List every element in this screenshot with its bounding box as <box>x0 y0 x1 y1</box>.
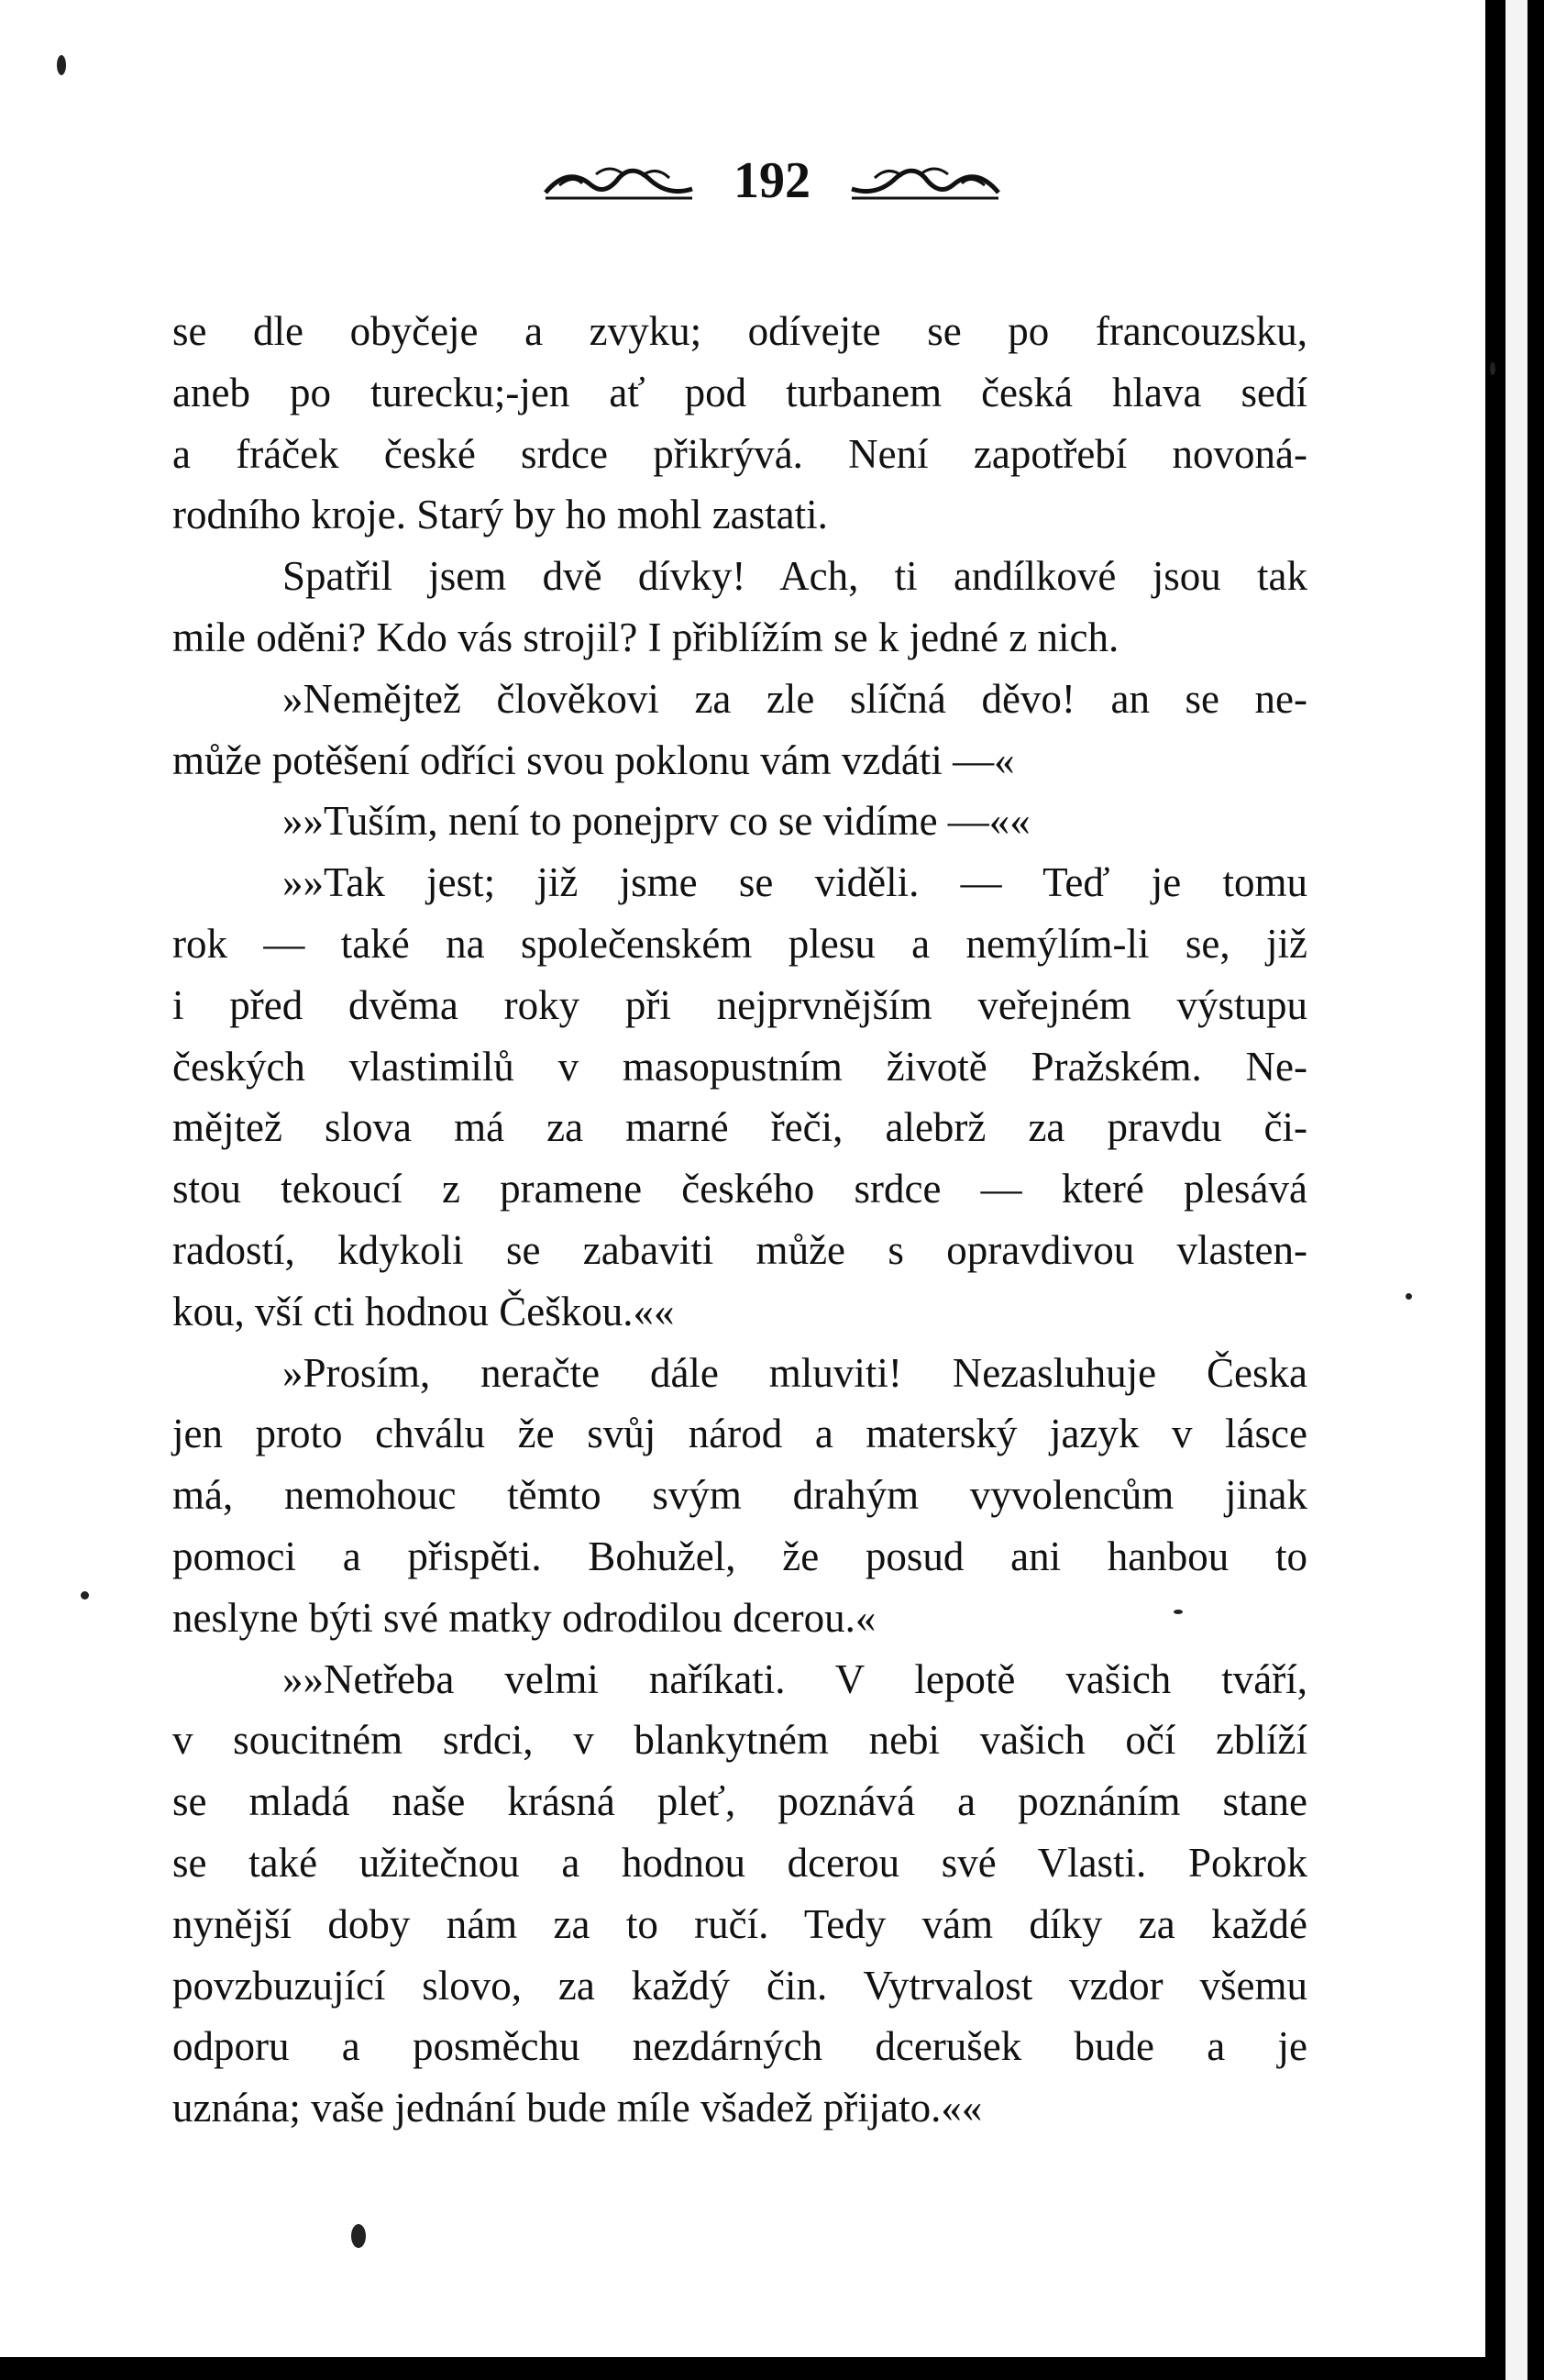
text-line: nynější doby nám za to ručí. Tedy vám díky za každé <box>172 1900 1307 1947</box>
text-line: »Nemějtež člověkovi za zle slíčná děvo! an se ne- <box>282 675 1307 722</box>
text-line: »»Tuším, není to ponejprv co se vidíme —«« <box>282 798 1031 845</box>
scan-speck <box>81 1591 89 1600</box>
text-line: se dle obyčeje a zvyku; odívejte se po francouzsku, <box>172 308 1307 354</box>
left-ornament-icon <box>541 158 697 204</box>
scan-speck <box>57 55 66 75</box>
text-line: »»Netřeba velmi naříkati. V lepotě vašich tváří, <box>282 1655 1307 1702</box>
text-line: i před dvěma roky při nejprvnějším veřejném výstupu <box>172 981 1307 1028</box>
page-header <box>0 151 1544 210</box>
text-line: českých vlastimilů v masopustním životě Pražském. Ne- <box>172 1043 1307 1090</box>
right-ornament-icon <box>847 158 1003 204</box>
text-line: povzbuzující slovo, za každý čin. Vytrvalost vzdor všemu <box>172 1962 1307 2009</box>
text-line: radostí, kdykoli se zabaviti může s opravdivou vlasten- <box>172 1226 1307 1273</box>
text-line: kou, vší cti hodnou Češkou.«« <box>172 1288 675 1334</box>
text-line: stou tekoucí z pramene českého srdce — které plesává <box>172 1166 1307 1212</box>
text-line: uznána; vaše jednání bude míle všadež přijato.«« <box>172 2085 983 2131</box>
adjacent-page-edge <box>1505 0 1527 2380</box>
scan-speck <box>351 2224 366 2248</box>
text-line: »Prosím, neračte dále mluviti! Nezasluhuje Česka <box>282 1349 1307 1396</box>
text-line: má, nemohouc těmto svým drahým vyvolencům jinak <box>172 1472 1307 1519</box>
text-line: se také užitečnou a hodnou dcerou své Vlasti. Pokrok <box>172 1839 1307 1886</box>
text-line: se mladá naše krásná pleť, poznává a poznáním stane <box>172 1778 1307 1825</box>
text-line: aneb po turecku;-jen ať pod turbanem česká hlava sedí <box>172 369 1307 415</box>
text-line: může potěšení odříci svou poklonu vám vzdáti —« <box>172 736 1015 783</box>
text-line: rodního kroje. Starý by ho mohl zastati. <box>172 492 828 538</box>
text-line: v soucitném srdci, v blankytném nebi vašich očí zblíží <box>172 1717 1307 1764</box>
scan-speck <box>1406 1293 1412 1300</box>
text-line: neslyne býti své matky odrodilou dcerou.« <box>172 1594 877 1641</box>
text-line: rok — také na společenském plesu a nemýlím-li se, již <box>172 920 1307 967</box>
text-line: Spatřil jsem dvě dívky! Ach, ti andílkové jsou tak <box>282 553 1307 600</box>
text-line: mějtež slova má za marné řeči, alebrž za pravdu či- <box>172 1104 1307 1151</box>
page-number: 192 <box>733 152 811 209</box>
text-line: jen proto chválu že svůj národ a materský jazyk v lásce <box>172 1411 1307 1457</box>
text-line: odporu a posměchu nezdárných dcerušek bude a je <box>172 2023 1307 2070</box>
scan-speck <box>1490 362 1495 375</box>
scan-speck <box>1174 1610 1183 1614</box>
text-line: mile oděni? Kdo vás strojil? I přiblížím se k jedné z nich. <box>172 614 1119 660</box>
body-text <box>172 301 1307 2139</box>
text-line: pomoci a přispěti. Bohužel, že posud ani hanbou to <box>172 1533 1307 1579</box>
text-line: a fráček české srdce přikrývá. Není zapotřebí novoná- <box>172 430 1307 477</box>
text-line: »»Tak jest; již jsme se viděli. — Teď je tomu <box>282 859 1307 906</box>
